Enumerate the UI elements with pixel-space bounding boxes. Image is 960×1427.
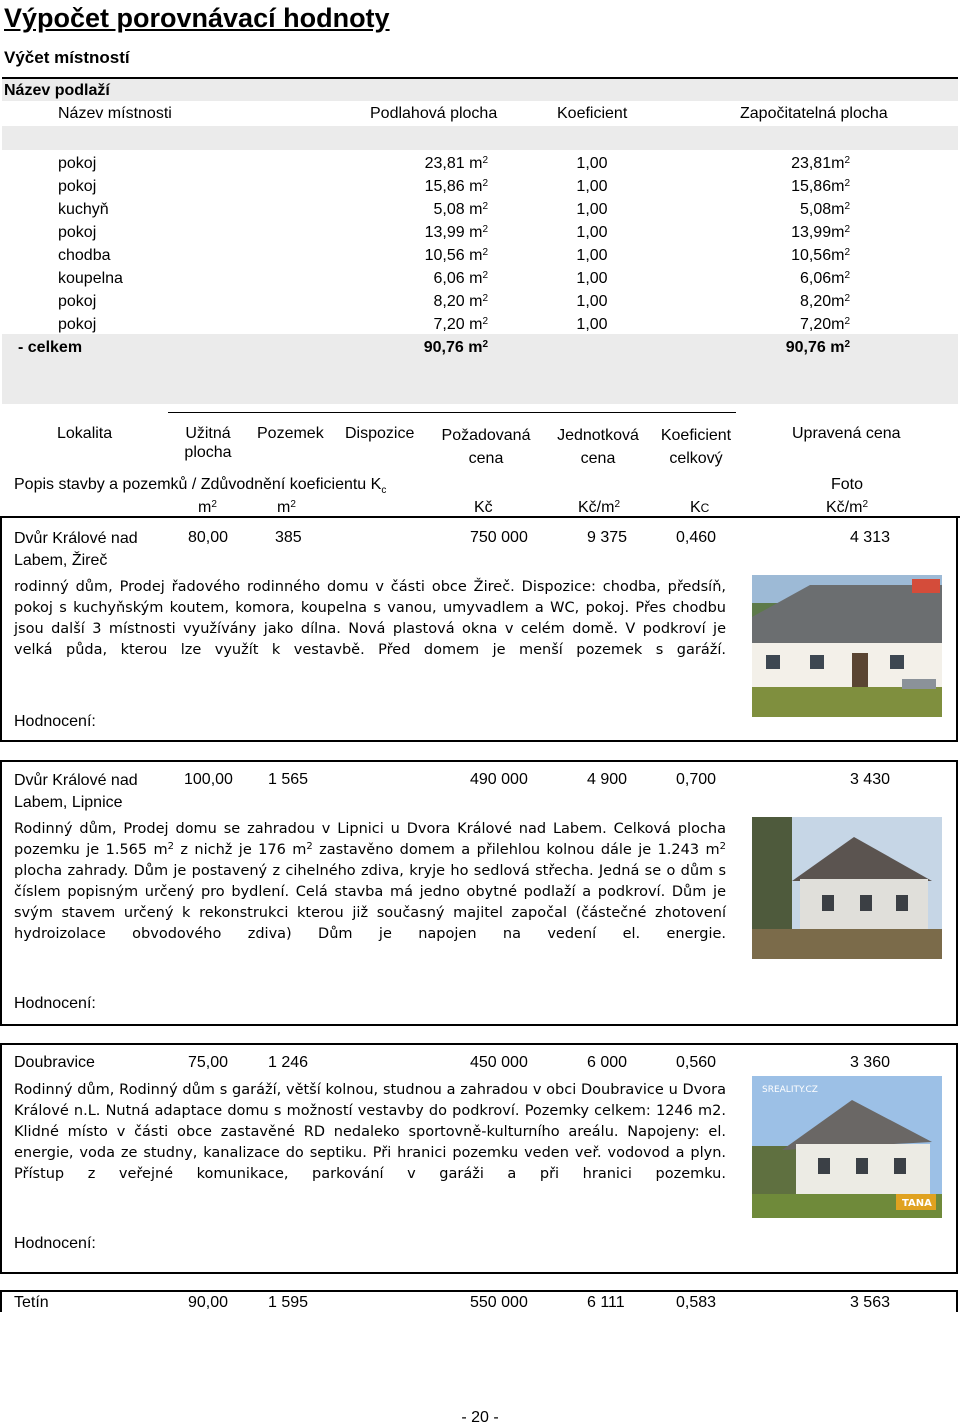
item1-eval: Hodnocení: [14, 713, 96, 730]
unit-kc: Kč [474, 499, 493, 516]
hdr-uzitna: Užitná plocha [184, 425, 232, 461]
hdr-jednotkova: Jednotková cena [557, 427, 639, 467]
item1-unit-price: 9 375 [587, 529, 628, 546]
col-counted-area: Započitatelná plocha [740, 105, 888, 122]
page-title: Výpočet porovnávací hodnoty [4, 3, 390, 33]
item1-description: rodinný dům, Prodej řadového rodinného domu v části obce Žireč. Dispozice: chodba, předsíň, pokoj s kuchyňským koutem, komora, koupelna s vanou, umyvadlem a WC, pokoj. Přes chodbu jsou další 3 místnosti využívány jako dílna. Nová plastová okna v celém domě. V podkroví je velká půda, kterou lze využít k vestavbě. Před domem je menší pozemek s garáží. [14, 579, 726, 658]
room-coef: 1,00 [576, 316, 608, 333]
item1-plot: 385 [275, 529, 302, 546]
room-counted: $5,08m^2$ [799, 201, 850, 218]
room-coef: 1,00 [576, 293, 608, 310]
room-name: pokoj [58, 316, 97, 333]
room-area: 13,99 $m^2$ [424, 224, 488, 241]
item2-area: 100,00 [184, 771, 233, 788]
photo-logo: TANA [902, 1198, 932, 1209]
item4-coef: 0,583 [676, 1294, 717, 1311]
room-area: 8,20 $m^2$ [433, 293, 488, 310]
item4-plot: 1 595 [268, 1294, 309, 1311]
room-name: pokoj [58, 178, 97, 195]
item3-right-border [956, 1043, 958, 1274]
item3-top-line [0, 1043, 958, 1045]
item1-right-border [956, 516, 958, 742]
section-title: Výčet místností [4, 48, 130, 67]
room-counted: $6,06m^2$ [799, 270, 850, 287]
room-counted: $8,20m^2$ [799, 293, 850, 310]
room-name: koupelna [58, 270, 123, 287]
room-counted: $15,86m^2$ [791, 178, 850, 195]
item1-location: Dvůr Králové nad Labem, Žireč [14, 530, 138, 569]
item1-adjusted: 4 313 [849, 529, 890, 546]
room-name: pokoj [58, 155, 97, 172]
hdr-foto: Foto [831, 476, 864, 493]
hdr-dispozice: Dispozice [345, 425, 415, 442]
item1-area: 80,00 [188, 529, 229, 546]
header-top-line [168, 412, 736, 413]
room-area: 7,20 $m^2$ [433, 316, 488, 333]
item4-location: Tetín [14, 1294, 49, 1311]
room-counted: $23,81m^2$ [791, 155, 850, 172]
col-coefficient: Koeficient [557, 105, 628, 122]
room-name: kuchyň [58, 201, 109, 218]
room-area: 15,86 $m^2$ [424, 178, 488, 195]
unit-m2-plot: $m^2$ [277, 499, 296, 516]
item1-coef: 0,460 [676, 529, 717, 546]
room-name: chodba [58, 247, 111, 264]
item2-right-border [956, 760, 958, 1026]
item4-right-border [956, 1290, 958, 1312]
item3-description: Rodinný dům, Rodinný dům s garáží, větší kolnou, studnou a zahradou v obci Doubravice u Dvora Králové n.L. Nutná adaptace domu s možností vestavby do podkroví. Pozemky celkem: 1246 m2. Klidné místo v části obce zastavěné RD nedaleko sportovně-kulturního areálu. Napojeny: el. energie, voda ze studny, kanalizace do septiku. Při hranici pozemku veden veř. vodovod a plyn. Přístup z veřejné komunikace, parkování v garáži a při hranici pozemku. [14, 1082, 726, 1182]
item3-left-border [0, 1043, 2, 1274]
table-row [0, 292, 958, 315]
item3-bottom-line [0, 1272, 958, 1274]
item3-location: Doubravice [14, 1054, 95, 1071]
item1-price: 750 000 [470, 529, 528, 546]
floor-name: Název podlaží [4, 82, 110, 99]
floor-header-band [2, 79, 958, 101]
col-floor-area: Podlahová plocha [370, 105, 498, 122]
item2-eval: Hodnocení: [14, 995, 96, 1012]
item3-plot: 1 246 [268, 1054, 309, 1071]
room-name: pokoj [58, 224, 97, 241]
item4-adjusted: 3 563 [849, 1294, 890, 1311]
room-counted: $7,20m^2$ [799, 316, 850, 333]
table-row [0, 200, 958, 223]
item2-location: Dvůr Králové nad Labem, Lipnice [14, 772, 138, 811]
hdr-upravena: Upravená cena [792, 425, 901, 442]
item4-top-line [0, 1290, 958, 1292]
room-area: 10,56 $m^2$ [424, 247, 488, 264]
item1-bottom-line [0, 740, 958, 742]
total-counted: 90,76 $m^2$ [785, 339, 850, 356]
item4-price: 550 000 [470, 1294, 528, 1311]
unit-kc-m2: $Kč/m^2$ [578, 499, 621, 516]
item4-unit-price: 6 111 [587, 1294, 625, 1311]
item3-eval: Hodnocení: [14, 1235, 96, 1252]
room-coef: 1,00 [576, 201, 608, 218]
hdr-lokalita: Lokalita [57, 425, 113, 442]
room-name: pokoj [58, 293, 97, 310]
room-coef: 1,00 [576, 224, 608, 241]
table-row [0, 246, 958, 269]
item2-left-border [0, 760, 2, 1026]
table-row [0, 177, 958, 200]
unit-kc-m2-adj: $Kč/m^2$ [826, 499, 869, 516]
room-area: 6,06 $m^2$ [433, 270, 488, 287]
page-number: - 20 - [461, 1409, 499, 1426]
header-bottom-line [0, 516, 960, 518]
item3-adjusted: 3 360 [849, 1054, 890, 1071]
hdr-popis: Popis stavby a pozemků / Zdůvodnění koeficientu $K_c$ [14, 476, 387, 497]
room-coef: 1,00 [576, 247, 608, 264]
room-area: 5,08 $m^2$ [433, 201, 488, 218]
room-counted: $13,99m^2$ [791, 224, 850, 241]
room-coef: 1,00 [576, 270, 608, 287]
room-counted: $10,56m^2$ [791, 247, 850, 264]
unit-kc-coef: KC [690, 499, 710, 516]
room-coef: 1,00 [576, 178, 608, 195]
photo-watermark: SREALITY.CZ [762, 1085, 818, 1095]
item4-area: 90,00 [188, 1294, 229, 1311]
item1-left-border [0, 516, 2, 742]
item3-photo [752, 1076, 942, 1218]
room-area: 23,81 $m^2$ [424, 155, 488, 172]
table-row [0, 154, 958, 177]
item3-coef: 0,560 [676, 1054, 717, 1071]
item2-top-line [0, 760, 958, 762]
item2-photo [752, 817, 942, 959]
item2-price: 490 000 [470, 771, 528, 788]
total-label: - celkem [18, 339, 83, 356]
item2-unit-price: 4 900 [587, 771, 628, 788]
hdr-pozadovana: Požadovaná cena [441, 427, 531, 467]
item1-photo [752, 575, 942, 717]
item2-bottom-line [0, 1024, 958, 1026]
item2-coef: 0,700 [676, 771, 717, 788]
hdr-pozemek: Pozemek [257, 425, 324, 442]
item2-plot: 1 565 [268, 771, 309, 788]
item3-price: 450 000 [470, 1054, 528, 1071]
item3-area: 75,00 [188, 1054, 229, 1071]
item2-adjusted: 3 430 [849, 771, 890, 788]
col-room-name: Název místnosti [58, 105, 172, 122]
unit-m2-area: $m^2$ [198, 499, 217, 516]
rooms-header-row [0, 101, 958, 126]
header-gap-band [2, 126, 958, 150]
hdr-koeficient: Koeficient celkový [660, 427, 732, 467]
table-row [0, 269, 958, 292]
item2-description: Rodinný dům, Prodej domu se zahradou v Lipnici u Dvora Králové nad Labem. Celková plocha pozemku je 1.565 $m^2$ z nichž je 176 $m^2$ zastavěno domem a přilehlou kolnou dále je 1.243 $m^2$ plocha zahrady. Dům je postavený z cihelného zdiva, kryje ho sedlová střecha. Jedná se o dům s číslem popisným určený pro bydlení. Celá stavba má jedno obytné podlaží a podkroví. Dům je svým stavem určený k rekonstrukci kterou již současný majitel započal (částečné zhotovení hydroizolace obvodového zdiva) Dům je napojen na vedení el. energie. [14, 821, 726, 942]
item4-left-border [0, 1290, 2, 1312]
total-area: 90,76 $m^2$ [423, 339, 488, 356]
room-coef: 1,00 [576, 155, 608, 172]
table-row [0, 223, 958, 246]
item3-unit-price: 6 000 [587, 1054, 628, 1071]
